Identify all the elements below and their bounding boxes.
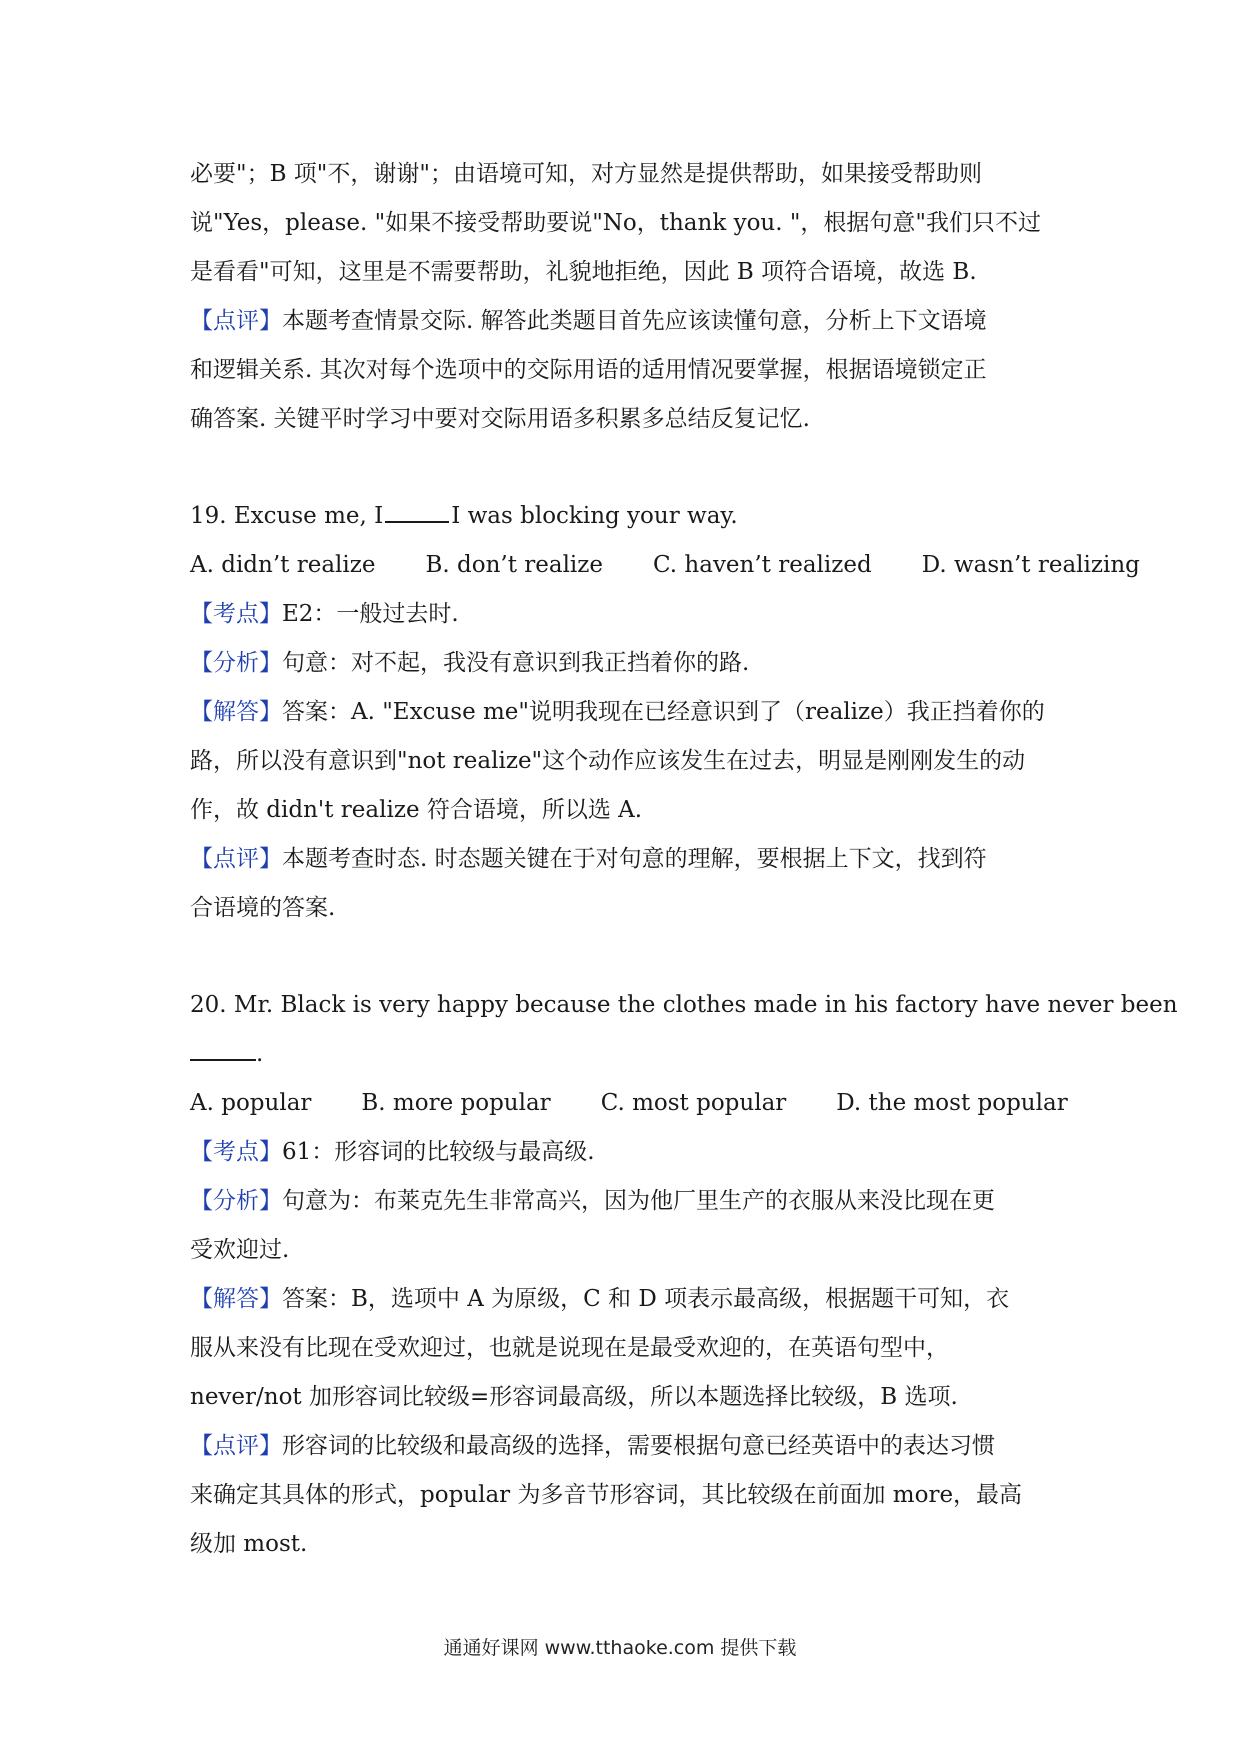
- option-c: C. haven’t realized: [653, 552, 872, 578]
- spacer: [190, 933, 1070, 981]
- question-20-options: [190, 1079, 1070, 1128]
- option-b: B. more popular: [361, 1090, 551, 1116]
- dianping-tag: 【点评】: [190, 846, 282, 872]
- option-d: D. wasn’t realizing: [921, 552, 1140, 578]
- text-line: 和逻辑关系. 其次对每个选项中的交际用语的适用情况要掌握，根据语境锁定正: [190, 357, 987, 383]
- dianping-line: 【点评】本题考查时态. 时态题关键在于对句意的理解，要根据上下文，找到符: [190, 846, 987, 872]
- option-c: C. most popular: [600, 1090, 787, 1116]
- text-line: 作，故 didn't realize 符合语境，所以选 A.: [190, 797, 643, 823]
- answer-blank: [385, 499, 449, 523]
- text-line: 说"Yes，please. "如果不接受帮助要说"No，thank you. "，根据句意"我们只不过: [190, 210, 1042, 236]
- page-footer: 通通好课网 www.tthaoke.com 提供下载: [443, 1637, 797, 1659]
- jieda-line: 【解答】答案：B，选项中 A 为原级，C 和 D 项表示最高级，根据题干可知，衣: [190, 1286, 1010, 1312]
- fenxi-line: 【分析】句意：对不起，我没有意识到我正挡着你的路.: [190, 650, 750, 676]
- kaodian-line: 【考点】E2：一般过去时.: [190, 601, 459, 627]
- jieda-line: 【解答】答案：A. "Excuse me"说明我现在已经意识到了（realize）我正挡着你的: [190, 699, 1045, 725]
- fenxi-tag: 【分析】: [190, 650, 282, 676]
- fenxi-line: 【分析】句意为：布莱克先生非常高兴，因为他厂里生产的衣服从来没比现在更: [190, 1188, 995, 1214]
- jieda-tag: 【解答】: [190, 699, 282, 725]
- option-a: A. popular: [190, 1090, 312, 1116]
- kaodian-tag: 【考点】: [190, 601, 282, 627]
- jieda-tag: 【解答】: [190, 1286, 282, 1312]
- document-body: [190, 150, 1178, 1569]
- option-a: A. didn’t realize: [190, 552, 376, 578]
- question-20-blank-line: .: [190, 1030, 1070, 1079]
- question-19-options: [190, 541, 1140, 590]
- dianping-line: 【点评】形容词的比较级和最高级的选择，需要根据句意已经英语中的表达习惯: [190, 1433, 995, 1459]
- fenxi-tag: 【分析】: [190, 1188, 282, 1214]
- dianping-tag: 【点评】: [190, 1433, 282, 1459]
- dianping-tag: 【点评】: [190, 308, 282, 334]
- option-d: D. the most popular: [836, 1090, 1068, 1116]
- text-line: 服从来没有比现在受欢迎过，也就是说现在是最受欢迎的，在英语句型中，: [190, 1335, 949, 1361]
- text-line: 级加 most.: [190, 1531, 308, 1557]
- text-line: 确答案. 关键平时学习中要对交际用语多积累多总结反复记忆.: [190, 406, 810, 432]
- answer-blank: [190, 1055, 256, 1061]
- option-b: B. don’t realize: [425, 552, 604, 578]
- dianping-line: 【点评】本题考查情景交际. 解答此类题目首先应该读懂句意，分析上下文语境: [190, 308, 987, 334]
- kaodian-line: 【考点】61：形容词的比较级与最高级.: [190, 1139, 595, 1165]
- question-19-stem: 19. Excuse me, I I was blocking your way.: [190, 492, 1070, 541]
- text-line: 受欢迎过.: [190, 1237, 290, 1263]
- question-20-stem: 20. Mr. Black is very happy because the clothes made in his factory have never been: [190, 992, 1178, 1018]
- text-line: 来确定其具体的形式，popular 为多音节形容词，其比较级在前面加 more，最高: [190, 1482, 1023, 1508]
- text-line: never/not 加形容词比较级=形容词最高级，所以本题选择比较级，B 选项.: [190, 1384, 958, 1410]
- text-line: 是看看"可知，这里是不需要帮助，礼貌地拒绝，因此 B 项符合语境，故选 B.: [190, 259, 977, 285]
- kaodian-tag: 【考点】: [190, 1139, 282, 1165]
- text-line: 必要"；B 项"不，谢谢"；由语境可知，对方显然是提供帮助，如果接受帮助则: [190, 161, 982, 187]
- spacer: [190, 444, 1070, 492]
- text-line: 合语境的答案.: [190, 895, 336, 921]
- text-line: 路，所以没有意识到"not realize"这个动作应该发生在过去，明显是刚刚发生的动: [190, 748, 1026, 774]
